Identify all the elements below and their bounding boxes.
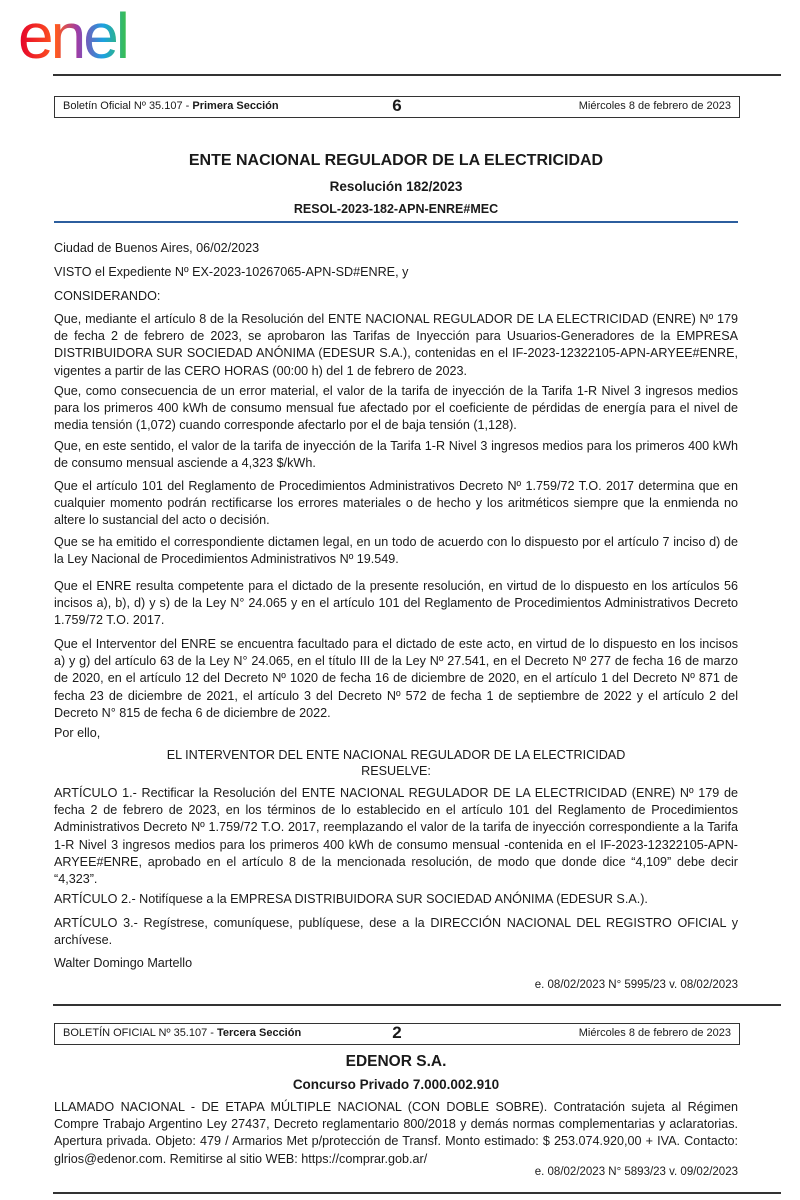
paragraph-body: Que, mediante el artículo 8 de la Resolución del ENTE NACIONAL REGULADOR DE LA ELECTRICIDAD (ENRE) Nº 179 de fecha 2 de febrero de 2023, se aprobaron las Tarifas de Inyección para Usuarios-Generadores de la EMPRESA DISTRIBUIDORA SUR SOCIEDAD ANÓNIMA (EDESUR S.A.), contenidas en el IF-2023-12322105-APN-ARYEE#ENRE, vigentes a partir de las CERO HORAS (00:00 h) del 1 de febrero de 2023. [54,312,738,378]
svg-text:enel: enel [18,4,127,66]
bulletin-date: Miércoles 8 de febrero de 2023 [578,100,731,112]
separator-rule [53,1004,781,1006]
page-number: 2 [392,1023,402,1042]
resolution-code: RESOL-2023-182-APN-ENRE#MEC [293,202,499,216]
paragraph-por-ello: Por ello, [54,726,101,740]
paragraph-date: Ciudad de Buenos Aires, 06/02/2023 [54,241,260,255]
paragraph-body: Que el artículo 101 del Reglamento de Procedimientos Administrativos Decreto Nº 1.759/72 T.O. 2017 determina que en cualquier momento podrán rectificarse los errores materiales o de hecho y los aritméticos siempre que la enmienda no altere lo sustancial del acto o decisión. [54,479,738,528]
bulletin-header [54,96,740,118]
paragraph-body: Que el ENRE resulta competente para el dictado de la presente resolución, en virtud de lo dispuesto en los artículos 56 incisos a), b), d) y s) de la Ley N° 24.065 y en el artículo 101 del Reglamento de Procedimientos Administrativos Decreto 1.759/72 T.O. 2017. [54,579,738,628]
page-number: 6 [392,96,402,115]
signatory: Walter Domingo Martello [54,956,193,970]
enel-logo [16,4,182,66]
paragraph-body: Que, como consecuencia de un error material, el valor de la tarifa de inyección de la Tarifa 1-R Nivel 3 ingresos medios para los primeros 400 kWh de consumo mensual fue afectado por el coeficiente de pérdidas de energía para el nivel de media tensión (1,072) cuando corresponde afectarlo por el de baja tensión (1,128). [54,384,738,433]
company-title: EDENOR S.A. [345,1053,447,1070]
bulletin-date: Miércoles 8 de febrero de 2023 [578,1027,731,1039]
article-1: ARTÍCULO 1.- Rectificar la Resolución del ENTE NACIONAL REGULADOR DE LA ELECTRICIDAD (ENRE) Nº 179 de fecha 2 de febrero de 2023, en los términos de lo establecido en el artículo 101 del Reglamento de Procedimientos Administrativos Decreto Nº 1.759/72 T.O. 2017, reemplazando el valor de la tarifa de inyección correspondiente a la Tarifa 1-R Nivel 3 ingresos medios para los primeros 400 kWh de consumo mensual -contenida en el IF-2023-12322105-APN-ARYEE#ENRE, aprobado en el artículo 8 de la mencionada resolución, de modo que donde dice “4,109” debe decir “4,323”. [54,786,738,887]
bulletin-section: Tercera Sección [217,1027,302,1039]
bulletin-number: Boletín Oficial Nº 35.107 - [63,100,193,112]
article-2: ARTÍCULO 2.- Notifíquese a la EMPRESA DISTRIBUIDORA SUR SOCIEDAD ANÓNIMA (EDESUR S.A.). [54,892,648,906]
paragraph-considerando: CONSIDERANDO: [54,289,161,303]
bulletin-header [54,1023,740,1045]
paragraph-body: Que se ha emitido el correspondiente dictamen legal, en un todo de acuerdo con lo dispuesto por el artículo 7 inciso d) de la Ley Nacional de Procedimientos Administrativos Nº 19.549. [54,535,738,567]
publication-reference: e. 08/02/2023 N° 5995/23 v. 08/02/2023 [534,979,738,991]
article-3: ARTÍCULO 3.- Regístrese, comuníquese, publíquese, dese a la DIRECCIÓN NACIONAL DEL REGISTRO OFICIAL y archívese. [54,916,738,948]
paragraph-body: Que el Interventor del ENRE se encuentra facultado para el dictado de este acto, en virtud de lo dispuesto en los incisos a) y g) del artículo 63 de la Ley N° 24.065, en el título III de la Ley Nº 27.541, en el Decreto Nº 277 de fecha 16 de marzo de 2020, en el artículo 12 del Decreto Nº 1020 de fecha 16 de diciembre de 2020, en el artículo 1 del Decreto Nº 871 de fecha 23 de diciembre de 2021, el artículo 3 del Decreto Nº 572 de fecha 1 de septiembre de 2022 y el artículo 2 del Decreto N° 815 de fecha 6 de diciembre de 2022. [54,637,738,720]
call-paragraph: LLAMADO NACIONAL - DE ETAPA MÚLTIPLE NACIONAL (CON DOBLE SOBRE). Contratación sujeta al Régimen Compre Trabajo Argentino Ley 27437, Decreto reglamentario 800/2018 y demás normas complementarias y aclaratorias. Apertura privada. Objeto: 479 / Armarios Met p/protección de Transf. Monto estimado: $ 253.074.920,00 + IVA. Contacto: glrios@edenor.com. Remitirse al sitio WEB: https://comprar.gob.ar/ [54,1100,738,1166]
paragraph-body: Que, en este sentido, el valor de la tarifa de inyección de la Tarifa 1-R Nivel 3 ingresos medios para los primeros 400 kWh de consumo mensual asciende a 4,323 $/kWh. [54,439,738,471]
section-rule [54,221,738,223]
resuelve-line: RESUELVE: [361,764,431,778]
publication-reference: e. 08/02/2023 N° 5893/23 v. 09/02/2023 [534,1166,738,1178]
bottom-rule [53,1192,781,1194]
paragraph-visto: VISTO el Expediente Nº EX-2023-10267065-APN-SD#ENRE, y [54,265,409,279]
intervenor-line: EL INTERVENTOR DEL ENTE NACIONAL REGULADOR DE LA ELECTRICIDAD [166,748,626,762]
entity-title: ENTE NACIONAL REGULADOR DE LA ELECTRICIDAD [188,152,604,169]
top-rule [53,74,781,76]
resolution-title: Resolución 182/2023 [329,179,463,194]
bulletin-section: Primera Sección [192,100,279,112]
bulletin-number: BOLETÍN OFICIAL Nº 35.107 - [63,1027,217,1039]
contest-title: Concurso Privado 7.000.002.910 [292,1077,500,1092]
